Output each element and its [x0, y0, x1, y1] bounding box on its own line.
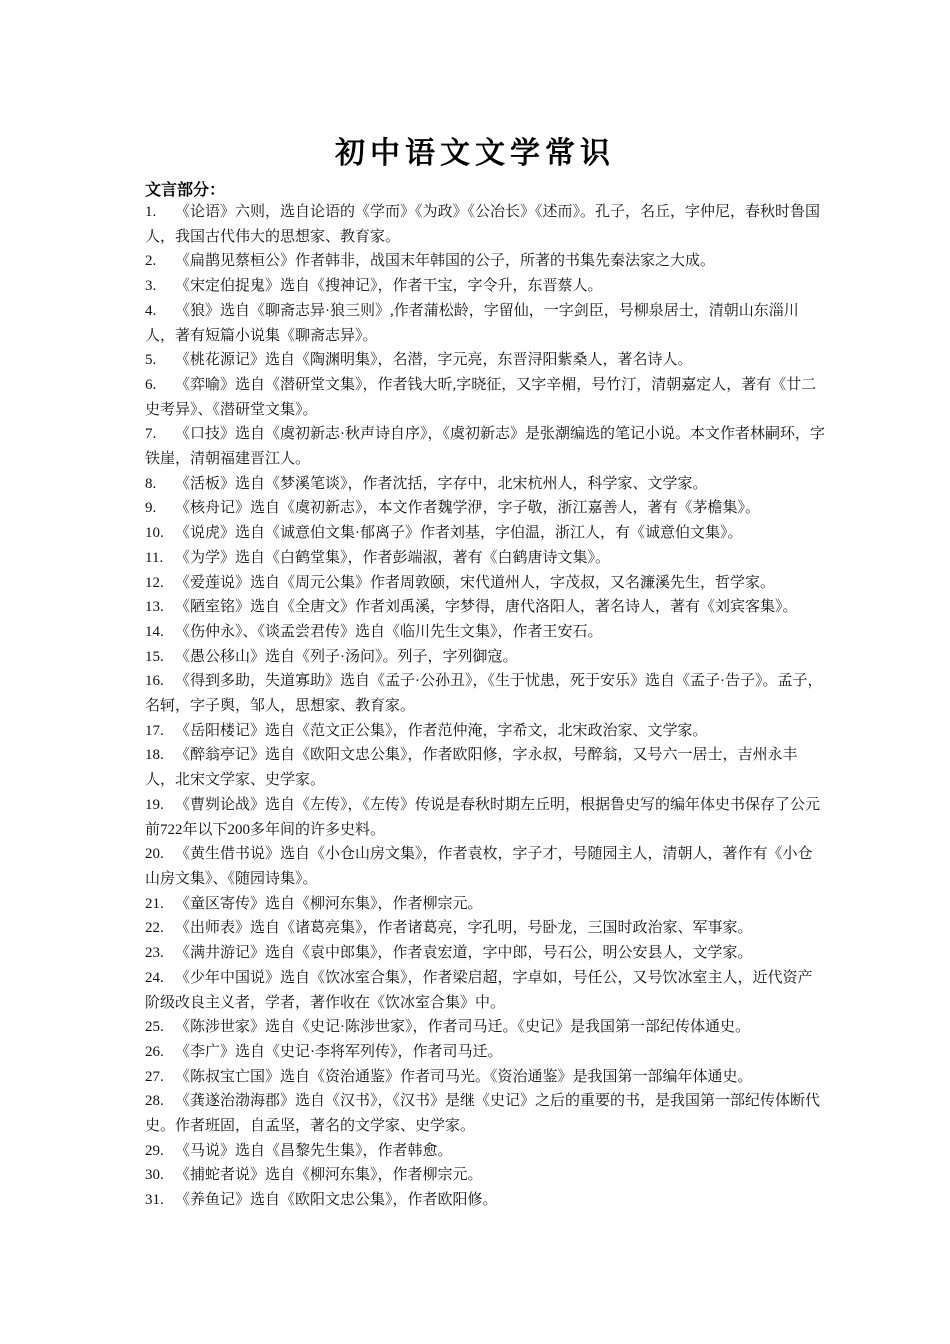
- list-item: [145, 571, 825, 596]
- item-number: 15.: [145, 648, 164, 665]
- item-number: 5.: [145, 352, 157, 369]
- list-item: [145, 422, 825, 471]
- item-number: 1.: [145, 204, 157, 220]
- list-item: [145, 966, 825, 1015]
- item-text: 《李广》选自《史记·李将军列传》，作者司马迁。: [175, 1043, 503, 1060]
- list-item: [145, 472, 825, 497]
- item-text: 《陈叔宝亡国》选自《资治通鉴》作者司马光。《资治通鉴》是我国第一部编年体通史。: [175, 1068, 753, 1085]
- item-number: 19.: [145, 796, 164, 813]
- list-item: [145, 1139, 825, 1164]
- item-text: 《愚公移山》选自《列子·汤问》。列子，字列御寇。: [175, 648, 518, 665]
- item-text: 《活板》选自《梦溪笔谈》，作者沈括，字存中，北宋杭州人，科学家、文学家。: [175, 475, 708, 492]
- list-item: [145, 1089, 825, 1138]
- list-item: [145, 595, 825, 620]
- list-item: [145, 1163, 825, 1188]
- item-text: 《醉翁亭记》选自《欧阳文忠公集》，作者欧阳修，字永叔，号醉翁，又号六一居士，吉州永丰人，北宋文学家、史学家。: [145, 747, 798, 789]
- item-text: 《龚遂治渤海郡》选自《汉书》，《汉书》是继《史记》之后的重要的书，是我国第一部纪传体断代史。作者班固，自孟坚，著名的文学家、史学家。: [145, 1093, 821, 1135]
- item-text: 《少年中国说》选自《饮冰室合集》，作者梁启超，字卓如，号任公，又号饮冰室主人，近代资产阶级改良主义者，学者，著作收在《饮冰室合集》中。: [145, 969, 813, 1011]
- item-number: 14.: [145, 623, 164, 640]
- item-text: 《核舟记》选自《虞初新志》，本文作者魏学洢，字子敬，浙江嘉善人，著有《茅檐集》。: [175, 500, 761, 517]
- list-item: [145, 1040, 825, 1065]
- item-number: 18.: [145, 747, 164, 764]
- list-item: [145, 793, 825, 842]
- item-text: 《陈涉世家》选自《史记·陈涉世家》，作者司马迁。《史记》是我国第一部纪传体通史。: [175, 1019, 750, 1036]
- item-number: 4.: [145, 302, 157, 319]
- item-number: 22.: [145, 920, 164, 937]
- list-item: [145, 521, 825, 546]
- item-text: 《伤仲永》、《谈孟尝君传》选自《临川先生文集》，作者王安石。: [175, 623, 603, 640]
- item-text: 《弈喻》选自《潜研堂文集》，作者钱大昕,字晓征，又字辛楣，号竹汀，清朝嘉定人，著有《廿二史考异》、《潜研堂文集》。: [145, 376, 817, 418]
- list-item: [145, 1188, 825, 1213]
- list-item: [145, 669, 825, 718]
- item-number: 13.: [145, 599, 164, 616]
- item-text: 《口技》选自《虞初新志·秋声诗自序》，《虞初新志》是张潮编选的笔记小说。本文作者林嗣环，字铁崖，清朝福建晋江人。: [145, 426, 825, 468]
- item-number: 17.: [145, 722, 164, 739]
- item-text: 《得到多助，失道寡助》选自《孟子·公孙丑》，《生于忧患，死于安乐》选自《孟子·告子》。孟子，名轲，字子舆，邹人，思想家、教育家。: [145, 673, 823, 715]
- item-number: 25.: [145, 1019, 164, 1036]
- item-number: 21.: [145, 895, 164, 912]
- item-text: 《满井游记》选自《袁中郎集》，作者袁宏道，字中郎，号石公，明公安县人，文学家。: [175, 945, 753, 962]
- list-item: [145, 916, 825, 941]
- list-item: [145, 1065, 825, 1090]
- list-item: [145, 348, 825, 373]
- item-text: 《黄生借书说》选自《小仓山房文集》，作者袁枚，字子才，号随园主人，清朝人，著作有《小仓山房文集》、《随园诗集》。: [145, 846, 813, 887]
- item-text: 《马说》选自《昌黎先生集》，作者韩愈。: [175, 1142, 453, 1159]
- list-item: [145, 299, 825, 348]
- item-text: 《宋定伯捉鬼》选自《搜神记》，作者干宝，字令升，东晋蔡人。: [175, 278, 603, 295]
- list-item: [145, 274, 825, 299]
- item-text: 《说虎》选自《诚意伯文集·郁离子》作者刘基，字伯温，浙江人，有《诚意伯文集》。: [175, 525, 743, 542]
- item-text: 《出师表》选自《诸葛亮集》，作者诸葛亮，字孔明，号卧龙，三国时政治家、军事家。: [175, 920, 753, 937]
- item-number: 29.: [145, 1142, 164, 1159]
- item-text: 《论语》六则，选自论语的《学而》《为政》《公冶长》《述而》。孔子，名丘，字仲尼，春秋时鲁国人，我国古代伟大的思想家、教育家。: [145, 204, 821, 245]
- item-text: 《童区寄传》选自《柳河东集》，作者柳宗元。: [175, 895, 483, 912]
- section-heading: 文言部分：: [145, 180, 226, 199]
- item-text: 《岳阳楼记》选自《范文正公集》，作者范仲淹，字希文，北宋政治家、文学家。: [175, 722, 708, 739]
- list-item: [145, 743, 825, 792]
- item-text: 《捕蛇者说》选自《柳河东集》，作者柳宗元。: [175, 1167, 483, 1184]
- list-item: [145, 620, 825, 645]
- item-text: 《为学》选自《白鹤堂集》，作者彭端淑，著有《白鹤唐诗文集》。: [175, 549, 611, 566]
- item-number: 7.: [145, 426, 157, 443]
- list-item: [145, 842, 825, 891]
- item-number: 2.: [145, 253, 157, 270]
- document-title: 初中语文文学常识: [335, 136, 615, 171]
- item-text: 《扁鹊见蔡桓公》作者韩非，战国末年韩国的公子，所著的书集先秦法家之大成。: [175, 253, 716, 270]
- list-item: [145, 941, 825, 966]
- list-item: [145, 249, 825, 274]
- item-number: 12.: [145, 574, 164, 591]
- item-text: 《爱莲说》选自《周元公集》作者周敦颐，宋代道州人，字茂叔，又名濂溪先生，哲学家。: [175, 574, 776, 591]
- item-number: 11.: [145, 549, 164, 566]
- item-number: 31.: [145, 1192, 164, 1209]
- item-text: 《曹刿论战》选自《左传》，《左传》传说是春秋时期左丘明，根据鲁史写的编年体史书保存了公元前722年以下200多年间的许多史料。: [145, 796, 821, 838]
- item-number: 27.: [145, 1068, 164, 1085]
- item-number: 23.: [145, 945, 164, 962]
- item-text: 《陋室铭》选自《全唐文》作者刘禹溪，字梦得，唐代洛阳人，著名诗人，著有《刘宾客集》。: [175, 599, 798, 616]
- item-number: 30.: [145, 1167, 164, 1184]
- item-number: 28.: [145, 1093, 164, 1110]
- list-item: [145, 645, 825, 670]
- item-number: 26.: [145, 1043, 164, 1060]
- item-number: 24.: [145, 969, 164, 986]
- item-number: 20.: [145, 846, 164, 863]
- item-number: 8.: [145, 475, 157, 492]
- item-number: 9.: [145, 500, 157, 517]
- list-item: [145, 200, 825, 249]
- item-list: [145, 200, 825, 1213]
- list-item: [145, 373, 825, 422]
- item-number: 3.: [145, 278, 157, 295]
- list-item: [145, 892, 825, 917]
- list-item: [145, 719, 825, 744]
- item-number: 6.: [145, 376, 157, 393]
- item-text: 《狼》选自《聊斋志异·狼三则》,作者蒲松龄，字留仙，一字剑臣，号柳泉居士，清朝山东淄川人，著有短篇小说集《聊斋志异》。: [145, 302, 799, 344]
- list-item: [145, 546, 825, 571]
- item-text: 《桃花源记》选自《陶渊明集》，名潜，字元亮，东晋浔阳紫桑人，著名诗人。: [175, 352, 693, 369]
- list-item: [145, 496, 825, 521]
- item-text: 《养鱼记》选自《欧阳文忠公集》，作者欧阳修。: [175, 1192, 498, 1209]
- list-item: [145, 1015, 825, 1040]
- item-number: 16.: [145, 673, 164, 690]
- item-number: 10.: [145, 525, 164, 542]
